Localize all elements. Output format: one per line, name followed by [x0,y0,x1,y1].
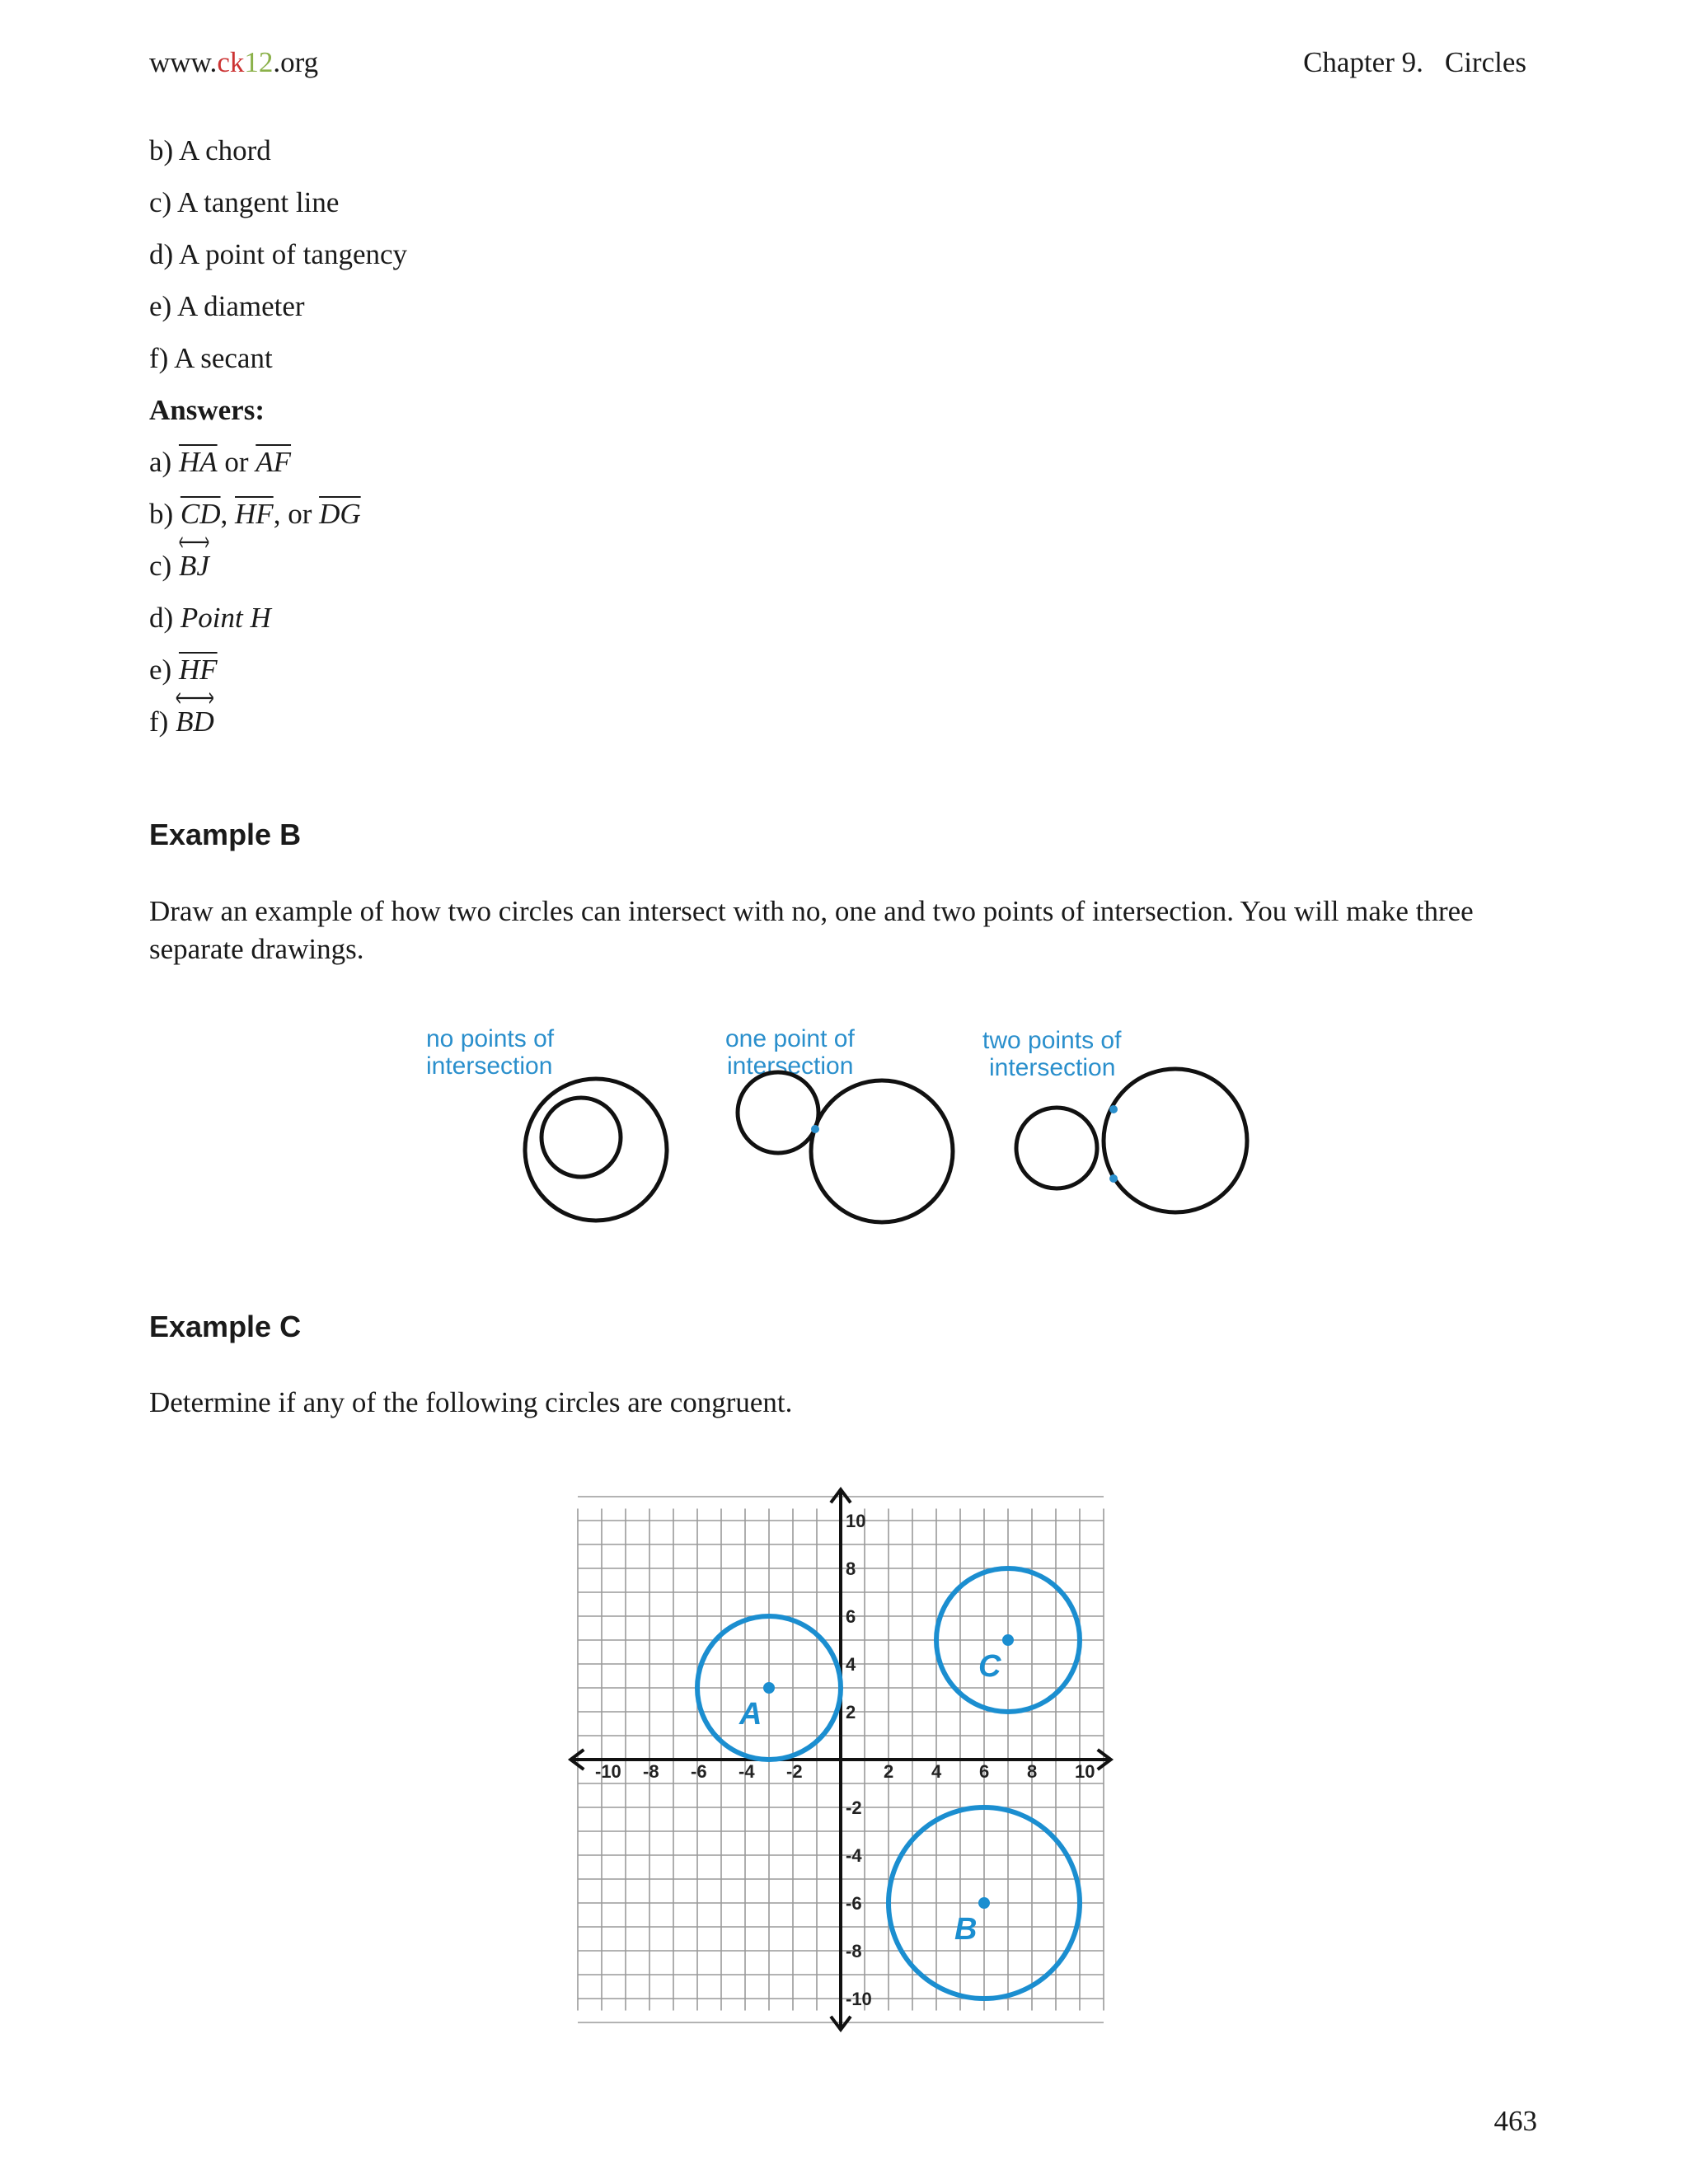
site-url[interactable] [149,46,318,79]
label-one-point-1: one point of [725,1025,855,1052]
x-tick: -6 [691,1761,707,1782]
page-number: 463 [1493,2105,1537,2137]
answer-a: a) $\overline{HA}$ or $\overline{AF}$ [149,446,292,478]
label-no-points-2: intersection [426,1052,553,1080]
tangent-point [811,1125,819,1133]
answer-d: d) Point H [149,602,271,634]
label-two-points-1: two points of [982,1027,1122,1054]
inner-circle-no-points [542,1098,621,1177]
line-bd: BD [176,705,214,738]
center-c [1002,1634,1014,1646]
label-two-points-2: intersection [989,1054,1116,1081]
y-tick: 4 [846,1654,856,1675]
y-tick: -10 [846,1989,872,2009]
y-tick: 6 [846,1606,856,1627]
chapter-header [1303,46,1526,79]
intersection-figure [412,1010,1261,1232]
example-b-heading: Example B [149,818,302,851]
answer-b: b) $\overline{CD}$, $\overline{HF}$, or $\overline{DG}$ [149,498,361,530]
large-circle-one-point [811,1080,953,1222]
label-one-point-2: intersection [727,1052,854,1080]
x-tick-labels [595,1761,1095,1782]
question-f: f) A secant [149,342,273,374]
coordinate-graph [560,1475,1121,2044]
question-e: e) A diameter [149,290,305,322]
label-no-points-1: no points of [426,1025,555,1052]
y-tick: -6 [846,1893,862,1914]
x-tick: -4 [738,1761,755,1782]
example-c-text: Determine if any of the following circles are congruent. [149,1386,793,1418]
url-prefix: www. [149,46,218,78]
center-a [763,1682,775,1694]
url-12: 12 [244,46,274,78]
url-ck: ck [217,46,245,78]
example-b-text: Draw an example of how two circles can intersect with no, one and two points of intersection. You will make three separate drawings. [149,895,1474,965]
chapter-number: Chapter 9. [1303,46,1423,78]
example-c-heading: Example C [149,1310,302,1343]
answer-e: e) $\overline{HF}$ [149,654,218,686]
y-tick: 10 [846,1511,866,1531]
answer-c: c) BJ [149,550,209,583]
small-circle-two-points [1016,1108,1097,1188]
y-tick: -4 [846,1845,862,1866]
chapter-title: Circles [1444,46,1526,78]
small-circle-one-point [738,1072,818,1153]
question-d: d) A point of tangency [149,238,408,270]
x-tick: 6 [979,1761,990,1782]
x-tick: 8 [1027,1761,1038,1782]
x-tick: 4 [931,1761,942,1782]
line-bj: BJ [179,550,209,583]
x-tick: -10 [595,1761,621,1782]
label-a: A [739,1697,762,1732]
x-tick: 10 [1075,1761,1095,1782]
label-b: B [954,1912,978,1947]
y-tick: 2 [846,1702,856,1722]
url-suffix: .org [273,46,319,78]
x-tick: -2 [786,1761,803,1782]
center-b [978,1897,990,1909]
large-circle-two-points [1104,1069,1247,1212]
question-b: b) A chord [149,134,271,166]
y-tick: -2 [846,1797,862,1818]
answer-f: f) BD [149,705,214,738]
question-c: c) A tangent line [149,186,340,218]
intersection-point-bottom [1109,1174,1118,1183]
intersection-point-top [1109,1105,1118,1113]
x-tick: 2 [884,1761,894,1782]
y-tick: -8 [846,1941,862,1961]
label-c: C [978,1649,1001,1684]
x-tick: -8 [643,1761,659,1782]
y-tick: 8 [846,1558,856,1579]
answers-heading: Answers: [149,394,265,426]
